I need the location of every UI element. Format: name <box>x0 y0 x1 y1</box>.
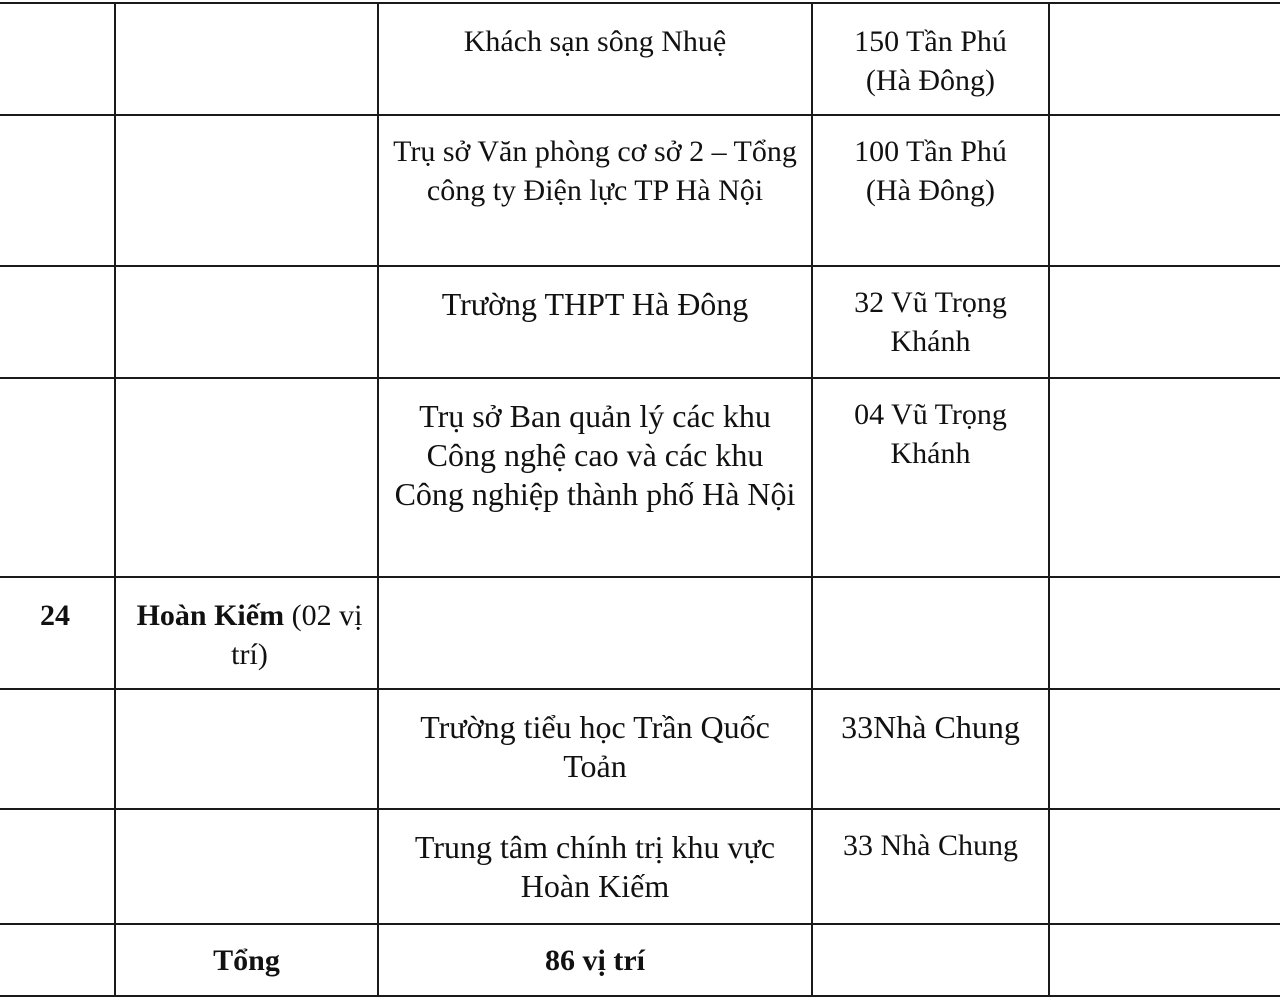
address-text: 150 Tần Phú (Hà Đông) <box>854 25 1007 97</box>
district-count: (02 vị trí) <box>231 599 363 671</box>
index-cell <box>0 3 115 115</box>
address-text: 100 Tần Phú (Hà Đông) <box>854 135 1007 207</box>
place-name: Trường THPT Hà Đông <box>441 286 749 322</box>
index-cell <box>0 378 115 577</box>
total-value: 86 vị trí <box>545 944 645 977</box>
district-cell <box>115 809 378 924</box>
place-cell <box>378 115 812 266</box>
note-cell <box>1049 115 1280 266</box>
note-cell <box>1049 689 1280 809</box>
address-cell <box>812 378 1049 577</box>
address-cell <box>812 266 1049 378</box>
total-label-cell <box>115 924 378 996</box>
locations-table <box>0 2 1280 997</box>
address-cell <box>812 689 1049 809</box>
place-cell <box>378 378 812 577</box>
index-cell <box>0 266 115 378</box>
district-cell <box>115 689 378 809</box>
address-cell <box>812 924 1049 996</box>
address-cell <box>812 115 1049 266</box>
address-text: 04 Vũ Trọng Khánh <box>854 398 1007 470</box>
place-name: Trụ sở Ban quản lý các khu Công nghệ cao và các khu Công nghiệp thành phố Hà Nội <box>394 398 796 512</box>
note-cell <box>1049 266 1280 378</box>
table-row <box>0 809 1280 924</box>
place-cell <box>378 266 812 378</box>
note-cell <box>1049 809 1280 924</box>
total-label: Tổng <box>213 944 280 977</box>
note-cell <box>1049 378 1280 577</box>
note-cell <box>1049 3 1280 115</box>
table-row <box>0 3 1280 115</box>
place-cell <box>378 3 812 115</box>
total-row <box>0 924 1280 996</box>
place-cell <box>378 689 812 809</box>
table-row <box>0 266 1280 378</box>
address-cell <box>812 577 1049 689</box>
district-cell <box>115 577 378 689</box>
note-cell <box>1049 577 1280 689</box>
address-cell <box>812 3 1049 115</box>
district-number: 24 <box>40 599 70 632</box>
district-name: Hoàn Kiếm <box>136 599 285 632</box>
index-cell <box>0 577 115 689</box>
place-name: Trụ sở Văn phòng cơ sở 2 – Tổng công ty Điện lực TP Hà Nội <box>393 135 797 207</box>
index-cell <box>0 115 115 266</box>
place-cell <box>378 577 812 689</box>
address-cell <box>812 809 1049 924</box>
index-cell <box>0 689 115 809</box>
place-name: Trung tâm chính trị khu vực Hoàn Kiếm <box>414 829 776 904</box>
place-cell <box>378 809 812 924</box>
district-cell <box>115 3 378 115</box>
address-text: 33Nhà Chung <box>841 709 1020 745</box>
index-cell <box>0 809 115 924</box>
district-cell <box>115 266 378 378</box>
index-cell <box>0 924 115 996</box>
table-row <box>0 378 1280 577</box>
address-text: 32 Vũ Trọng Khánh <box>854 286 1007 358</box>
district-row <box>0 577 1280 689</box>
table-row <box>0 689 1280 809</box>
district-cell <box>115 378 378 577</box>
total-value-cell <box>378 924 812 996</box>
note-cell <box>1049 924 1280 996</box>
place-name: Trường tiểu học Trần Quốc Toản <box>420 709 770 784</box>
table-row <box>0 115 1280 266</box>
place-name: Khách sạn sông Nhuệ <box>463 25 727 58</box>
district-cell <box>115 115 378 266</box>
address-text: 33 Nhà Chung <box>843 829 1018 862</box>
